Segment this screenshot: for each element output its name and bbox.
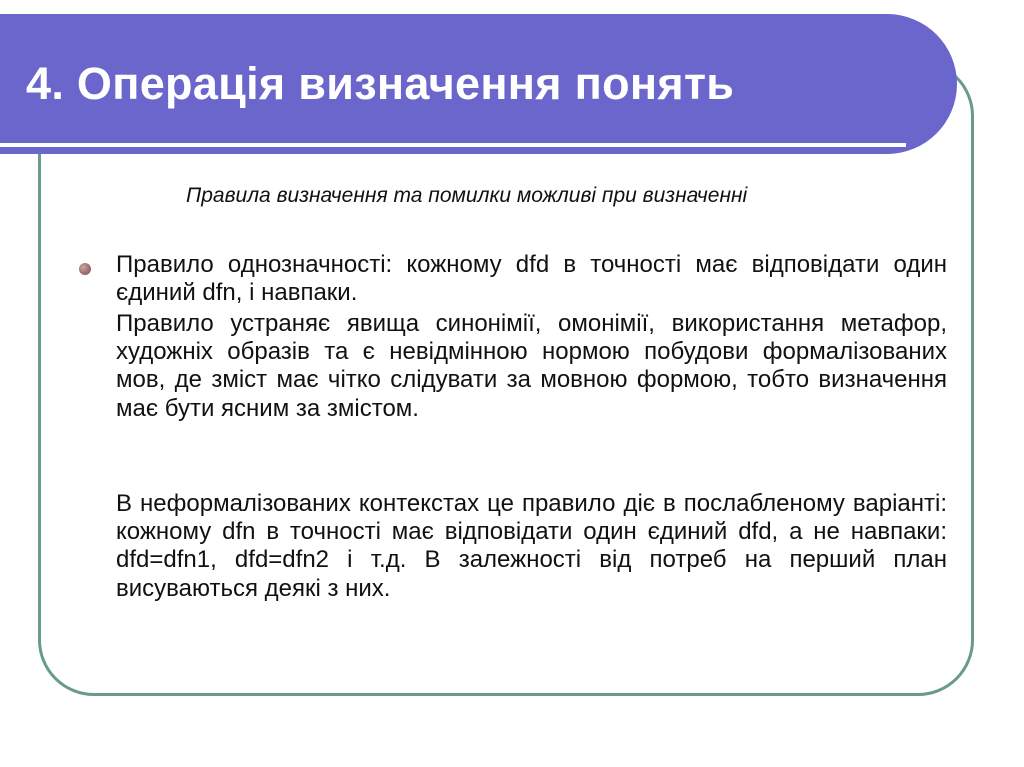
slide-subtitle: Правила визначення та помилки можливі при визначенні <box>186 184 748 207</box>
title-banner <box>0 14 957 154</box>
paragraph-informal-contexts: В неформалізованих контекстах це правило діє в послабленому варіанті: кожному dfn в точності має відповідати один єдиний dfd, а не навпаки: dfd=dfn1, dfd=dfn2 і т.д. В залежності від потреб на перший план висуваються деякі з них. <box>116 490 947 602</box>
bullet-dot-icon <box>79 263 91 275</box>
paragraph-synonymy: Правило устраняє явища синонімії, омонімії, використання метафор, художніх образів та є невідмінною нормою побудови формалізованих мов, де зміст має чітко слідувати за мовною формою, тобто визначення має бути ясним за змістом. <box>116 310 947 422</box>
title-underline <box>0 143 906 147</box>
page-title: 4. Операція визначення понять <box>26 58 735 109</box>
bullet-rule-uniqueness: Правило однозначності: кожному dfd в точності має відповідати один єдиний dfn, і навпаки. <box>116 251 947 307</box>
